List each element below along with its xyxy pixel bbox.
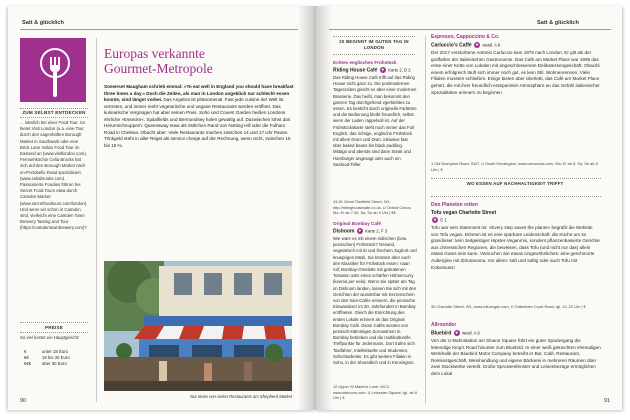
entry-map-ref: westl. A 9	[462, 330, 480, 336]
map-pin-icon: ⌖	[475, 42, 479, 47]
entry-title-carluccio: Carluccio's Caffè	[431, 42, 472, 49]
title-line-2: Gourmet-Metropole	[104, 61, 213, 76]
entry-map-ref: Karte 2, F 3	[365, 228, 388, 234]
entry-text-tofu-vegan: Tofu war sein Statement ist: »Every step saves the planet« begrüßt die Website von Tofu vegan. Drinnen ist es eine spürbare Leidenschaft: die Küche um so grandioser: kein zeitgeistiger Hipster-Veganmix, sondern pflanzenbasierte Gerichte aus chinesischen Regionen, die beweisen, dass Tofu (und nicht nur das) allein etwas Gutes sein kann. Versuchen Sie etwas Ungewöhnliches: eine geschmorte Aubergine mit Zitrusaroma. Vor allem: süß und saftig oder auch Tofu mit Kokosnuss!	[431, 225, 600, 270]
sidebar-rule-top	[20, 108, 88, 109]
price-range: über 30 Euro	[42, 361, 67, 366]
box2-rule-bottom	[431, 196, 601, 197]
map-pin-icon: ⌖	[358, 228, 361, 233]
price-range: 18 bis 30 Euro	[42, 355, 70, 360]
entry-address-carluccio: 1 Old Brompton Road, SW7, U South Kensington, www.carluccios.com, Mo–Fr ab 8, Sa, So ab 9 Uhr | €	[431, 161, 598, 172]
sub-heading-bombay: Original Bombay Café	[333, 221, 381, 226]
lead-body: Das Angebot ist phänomenal. Fast jede cuisine der Welt ist vertreten, und immer mehr vegetarische und vegane Restaurants werden eröffnet. Das kulinarische Vergnügen hat aber seinen Preis. Soho und Covent Garden heißen Londons ehrliche »Esseckn«, Spitalfields und Bermondsey holen gewaltig auf. Dazwischen lohnt das Herumschnuppern: Queensway etwa als östlichen Rand von Notting Hill oder die Fulham Road in Chelsea. Obacht aber: Viele Restaurants machen zwischen 14 und 17 Uhr Pause. Trinkgeld steht in aller Regel als service charge auf der Rechnung, wenn nicht, zwischen 10 bis 15 %.	[104, 97, 291, 148]
left-page	[8, 6, 315, 410]
price-heading: PREISE	[44, 325, 64, 330]
map-pin-icon: ⌖	[381, 67, 385, 72]
header-rule-right	[329, 29, 611, 30]
entry-map-ref: westl. A 6	[482, 42, 501, 48]
entry-address-riding-house: 43-51 Great Titchfield Street, W1, http://ridinghousecafe.co.uk, U Oxford Circus, Mo–Fr ab 7.30, Sa, So ab 9 Uhr | €€	[333, 199, 412, 216]
entry-bluebird	[431, 330, 480, 336]
entry-riding-house	[333, 67, 411, 73]
chapter-title	[104, 46, 294, 76]
page-number-left: 90	[20, 398, 26, 404]
entry-text-riding-house: Das Riding House Café trifft auf das Riding House nicht ganz zu. Die postmodernen Tageszeiten gleicht es aber einer modernen Brasserie. Das heißt, man bekommt den ganzen Tag durchgehend vgerklebtes zu essen. Es besticht durch originelle Farbtöne und die Bedienung bleibt freundlich, selbst wenn der Laden rappelvoll ist. Auf der Frühstückskarte steht noch immer das Full English; das richtige, englische Frühstück mit allem Drum und Dran, inklusive fast über baked beans bis black pudding. Mittags und abends sind dann Steak und Hamburger angesagt oder auch ein Seafood-Teller.	[333, 75, 417, 167]
price-row	[20, 361, 88, 367]
sidebar-rule	[20, 117, 88, 118]
entry-title-dishoom: Dishoom	[333, 228, 355, 235]
sub-heading-planet: Den Planeten retten	[431, 202, 478, 208]
price-symbol: €€€	[24, 361, 32, 366]
map-pin-icon: ⌖	[433, 217, 437, 222]
running-head-left: Satt & glücklich	[22, 20, 64, 26]
sidebar-text: ... nämlich bei einer Food Tour. So bietet Visit London (u.a. eine Tour durch den sagenhaften Borough Market in Southwark oder eine Brick Lane Indian Food Tour im Eastend an (www.visitlondon.com). Fernsehköchin Celia Brooks hat sich auf den Borough Market nach en-Portobello Road spezialisiert (www.celiabrooks.com). Passionierte Foodies führen bei Secret Food Tours etwa durch Camden Market (www.secretfoodtours.com/london). Und wenn wir schon in Camden sind, vielleicht eine Camden Town Brewery Tasting and Tour (https://camdentownbrewery.com)?	[20, 120, 88, 231]
fork-banner	[20, 38, 86, 102]
lead-paragraph	[104, 84, 294, 149]
price-symbol: €	[24, 349, 27, 354]
sub-heading-allrounder: Allrounder	[431, 322, 457, 328]
restaurant-photo	[104, 261, 292, 391]
price-intro: So viel kostet ein Hauptgericht:	[20, 335, 80, 340]
price-symbol: €€	[24, 355, 29, 360]
entry-dishoom	[333, 228, 387, 234]
page-number-right: 91	[604, 398, 610, 404]
price-table	[20, 349, 88, 367]
price-rule	[20, 332, 88, 333]
entry-title-riding-house: Riding House Café	[333, 67, 378, 74]
box-rule-top	[333, 36, 415, 37]
lead-bold: Somerset Maugham schrieb einmal: »To eat well in England you should have breakfast three times a day.« Doch die Zeiten, als man in London angeblich nur schlecht essen konnte, sind längst vorbei.	[104, 84, 294, 102]
entry-tofu-map	[431, 217, 447, 223]
sub-heading-espresso: Espresso, Cappuccino & Co.	[431, 34, 500, 40]
entry-text-carluccio: Der 2017 verstorbene Antonio Carluccio kam 1975 nach London. Er gilt als der godfather der italienischen Gastronomie. Das Café am Market Place war 1999 das erste einer Kette von Lokalen mit angeschlossenem Delikatessengeschäft. Obwohl einem erfolgreich läuft sich immer noch gut, es kein Stil. Wohnenrennen. Viele Filialen mussten schließen. Einige bieten aber überlebt, das Café am Market Place gehört, die mit ihrer freundlich-entspannten Atmosphäre an das Gefühl italienischer Spezialitäten erinnern zu beginnen.	[431, 50, 600, 95]
sidebar-heading: ZUM SELBST ENTDECKEN	[22, 110, 86, 115]
column-divider	[96, 38, 97, 402]
entry-tofu-vegan	[431, 210, 496, 216]
sub-heading-breakfast: Echtes englisches Frühstück	[333, 60, 397, 65]
box2-heading: WO ESSEN AUF NACHHALTIGKEIT TRIFFT	[466, 181, 564, 186]
fork-icon	[44, 48, 66, 100]
book-spread	[8, 6, 622, 416]
entry-title-bluebird: Bluebird	[431, 330, 452, 337]
entry-map-ref: E 1	[440, 217, 447, 223]
entry-address-dishoom: 12 Upper St Martin's Lane, WC2, www.dishoom.com, U Leicester Square, tgl. ab 8 Uhr | €	[333, 384, 417, 401]
price-rule-top	[20, 322, 88, 323]
entry-address-tofu-vegan: 32 Charlotte Street, W1, www.tofuvegan.com, U Tottenham Court Road, tgl. 12–22 Uhr | €	[431, 304, 586, 309]
entry-map-ref: Karte 2, D 2	[388, 67, 411, 73]
column-divider	[425, 36, 426, 404]
photo-caption: Nur eines von vielen Restaurants am Shepherd Market	[190, 394, 292, 399]
box2-rule-top	[431, 178, 601, 179]
entry-carluccio	[431, 42, 500, 48]
box-heading: 20 BEGINNT IM GUTEN TAG IN LONDON	[339, 39, 409, 50]
box-rule-bottom	[333, 54, 415, 55]
right-page	[315, 6, 622, 410]
entry-title-tofu-vegan: Tofu vegan Charlotte Street	[431, 210, 497, 216]
entry-text-bluebird: Von der U-Bahnstation am Sloane Square führt ein guter Spaziergang die lebendige King's Road hinunter zum Bluebird. In einer weiß getünchten ehemaligen Werkhalle der Bluebird Motor Company betreibt er Bar, Café, Restaurant, Reinkostgeschäft, Weinhandlung und eigene Bäckerei in mehreren Räumen über zwei Stockwerke verteilt. Große Sprossenfenster und Leinenbezüge ermöglichen dem Lokal	[431, 338, 601, 376]
map-pin-icon: ⌖	[455, 330, 458, 335]
entry-text-dishoom: Wie wäre es mit einem indischen (bzw. persischen) Frühstück? Gesund, vegetarisch mit Ei und frischem Joghurt und knusprigen Müsli. Sie könnten aber auch den Klassiker für Frühstück essen: naan roll; Bombay-Omelette mit gebratenen Tomaten oder einen schärfen Hühnercurry (keema per eelu). Wenn Sie später am Tag im Dishoom landen, lassen Sie sich mit den Gerichten der wunderbar mit Kerzenschein von den Irani-Cafés erinnern, die persische Einwanderer im 20. Jahrhundert in Bombay eröffneten. Gleich die Einrichtung des ersten Lokals erinnert an das Original Bombay Café. Diese Cafés wooten von persisch-stämmigen Zoroastriern in Bombay betrieben und die multikulturelle Treffpunkte für Jedermann. Dort trafen sich Taxifahrer, Intellektuelle und Studenten, Schichtarbeiter, Es gibt weitere Filialen in Soho, in der Shoreditch und in Kensington.	[333, 236, 417, 366]
header-rule-left	[20, 29, 298, 30]
title-line-1: Europas verkannte	[104, 46, 205, 61]
price-range: unter 18 Euro	[42, 349, 69, 354]
running-head-right: Satt & glücklich	[537, 20, 579, 26]
